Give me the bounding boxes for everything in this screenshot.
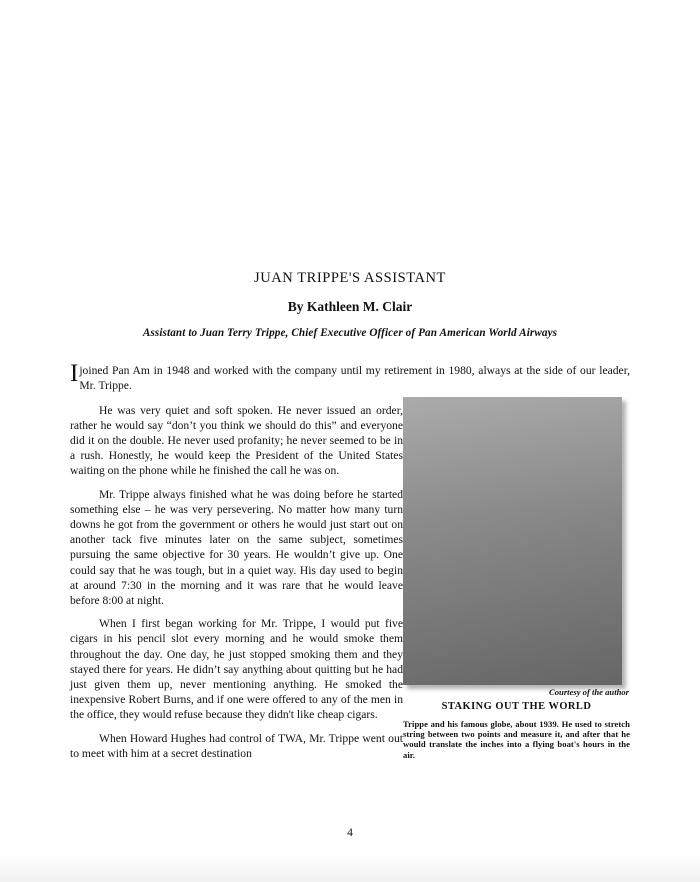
figure bbox=[403, 397, 630, 760]
drop-cap: I bbox=[70, 360, 79, 388]
article-body bbox=[70, 360, 630, 761]
paragraph-3: Mr. Trippe always finished what he was doing before he started something else – he was very persevering. No matter how many turn downs he got from the government or others he would just start out on another tack five minutes later on the same subject, sometimes pursuing the same objective for 30 years. He wouldn’t give up. One could say that he was tough, but in a quiet way. His day used to begin at around 7:30 in the morning and it was rare that he would leave before 8:00 at night. bbox=[70, 487, 403, 607]
figure-caption: Trippe and his famous globe, about 1939. He used to stretch string between two points and measure it, and after that he would translate the inches into a flying boat's hours in the air. bbox=[403, 718, 630, 760]
photo-background bbox=[403, 397, 622, 685]
article-subtitle: Assistant to Juan Terry Trippe, Chief Executive Officer of Pan American World Airways bbox=[142, 326, 558, 339]
page-content bbox=[70, 0, 630, 845]
figure-title: STAKING OUT THE WORLD bbox=[441, 700, 592, 712]
page-number: 4 bbox=[347, 826, 353, 839]
page-title: JUAN TRIPPE'S ASSISTANT bbox=[254, 270, 446, 286]
photograph bbox=[403, 397, 622, 685]
paragraph-1 bbox=[70, 360, 630, 393]
paragraph-2: He was very quiet and soft spoken. He never issued an order, rather he would say “don’t you think we should do this” and everyone did it on the double. He never used profanity; he never seemed to be in a rush. Honestly, he would keep the President of the United States waiting on the phone while he finished the call he was on. bbox=[70, 403, 403, 478]
paragraph-5: When Howard Hughes had control of TWA, Mr. Trippe went out to meet with him at a secret destination bbox=[70, 731, 403, 760]
figure-credit: Courtesy of the author bbox=[549, 687, 629, 698]
paragraph-4: When I first began working for Mr. Trippe, I would put five cigars in his pencil slot every morning and he would smoke them throughout the day. One day, he just stopped smoking them and they stayed there for years. He didn’t say anything about quitting but he had just given them up, never mentioning anything. He smoked the inexpensive Robert Burns, and if one were offered to any of the men in the office, they would refuse because they didn't like cheap cigars. bbox=[70, 617, 403, 722]
article-byline: By Kathleen M. Clair bbox=[287, 298, 413, 314]
page-bottom-shadow bbox=[0, 845, 700, 882]
paragraph-1-text: joined Pan Am in 1948 and worked with the company until my retirement in 1980, always at the side of our leader, Mr. Trippe. bbox=[79, 364, 630, 393]
